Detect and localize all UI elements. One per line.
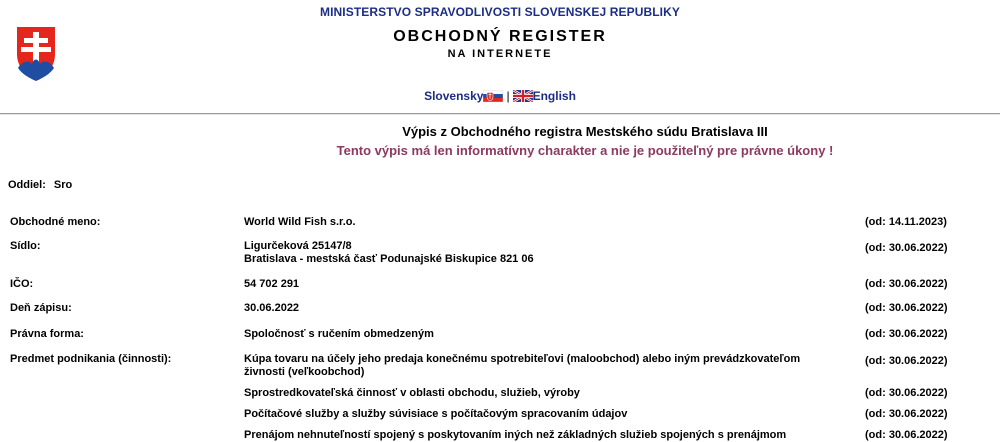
row-value — [244, 240, 844, 266]
section-value: Sro — [53, 179, 73, 191]
row-value-line: Ligurčeková 25147/8 — [244, 240, 352, 252]
lang-slovak-link[interactable]: Slovensky — [424, 88, 484, 103]
row-since: (od: 30.06.2022) — [865, 408, 948, 420]
row-value: Počítačové služby a služby súvisiace s počítačovým spracovaním údajov — [244, 408, 628, 420]
section-info — [8, 179, 72, 191]
slovak-flag-icon[interactable] — [483, 90, 503, 102]
row-value-line: Kúpa tovaru na účely jeho predaja konečnému spotrebiteľovi (maloobchod) alebo iným prevádzkovateľom — [244, 353, 801, 365]
row-label: Obchodné meno: — [10, 216, 101, 228]
row-label: IČO: — [10, 278, 34, 290]
language-switcher — [0, 88, 1000, 103]
row-value — [244, 353, 844, 379]
row-since: (od: 30.06.2022) — [865, 429, 948, 441]
row-value-line: živnosti (veľkoobchod) — [244, 366, 365, 378]
row-label: Predmet podnikania (činnosti): — [10, 353, 172, 365]
row-value: 54 702 291 — [244, 278, 300, 290]
row-value: 30.06.2022 — [244, 302, 300, 314]
header-divider — [0, 113, 1000, 115]
row-label: Právna forma: — [10, 328, 84, 340]
uk-flag-icon[interactable] — [513, 90, 533, 102]
row-since: (od: 30.06.2022) — [865, 387, 948, 399]
section-label: Oddiel: — [8, 179, 46, 191]
row-value: Spoločnosť s ručením obmedzeným — [244, 328, 434, 340]
row-since: (od: 14.11.2023) — [865, 216, 947, 228]
row-since: (od: 30.06.2022) — [865, 242, 948, 254]
row-value-line: Bratislava - mestská časť Podunajské Biskupice 821 06 — [244, 253, 534, 265]
register-title: OBCHODNÝ REGISTER — [393, 28, 607, 45]
row-since: (od: 30.06.2022) — [865, 328, 948, 340]
row-since: (od: 30.06.2022) — [865, 278, 948, 290]
extract-title: Výpis z Obchodného registra Mestského súdu Bratislava III — [402, 124, 768, 139]
row-value: Prenájom nehnuteľností spojený s poskytovaním iných než základných služieb spojených s prenájmom — [244, 429, 787, 441]
register-subtitle: NA INTERNETE — [447, 48, 553, 60]
row-label: Deň zápisu: — [10, 302, 72, 314]
row-since: (od: 30.06.2022) — [865, 355, 948, 367]
row-label: Sídlo: — [10, 240, 41, 252]
ministry-heading: MINISTERSTVO SPRAVODLIVOSTI SLOVENSKEJ REPUBLIKY — [320, 5, 680, 19]
row-value: Sprostredkovateľská činnosť v oblasti obchodu, služieb, výroby — [244, 387, 580, 399]
row-value: World Wild Fish s.r.o. — [244, 216, 356, 228]
row-since: (od: 30.06.2022) — [865, 302, 948, 314]
lang-separator: | — [506, 88, 510, 103]
lang-english-link[interactable]: English — [532, 88, 576, 103]
extract-warning: Tento výpis má len informatívny charakter a nie je použiteľný pre právne úkony ! — [336, 143, 834, 158]
